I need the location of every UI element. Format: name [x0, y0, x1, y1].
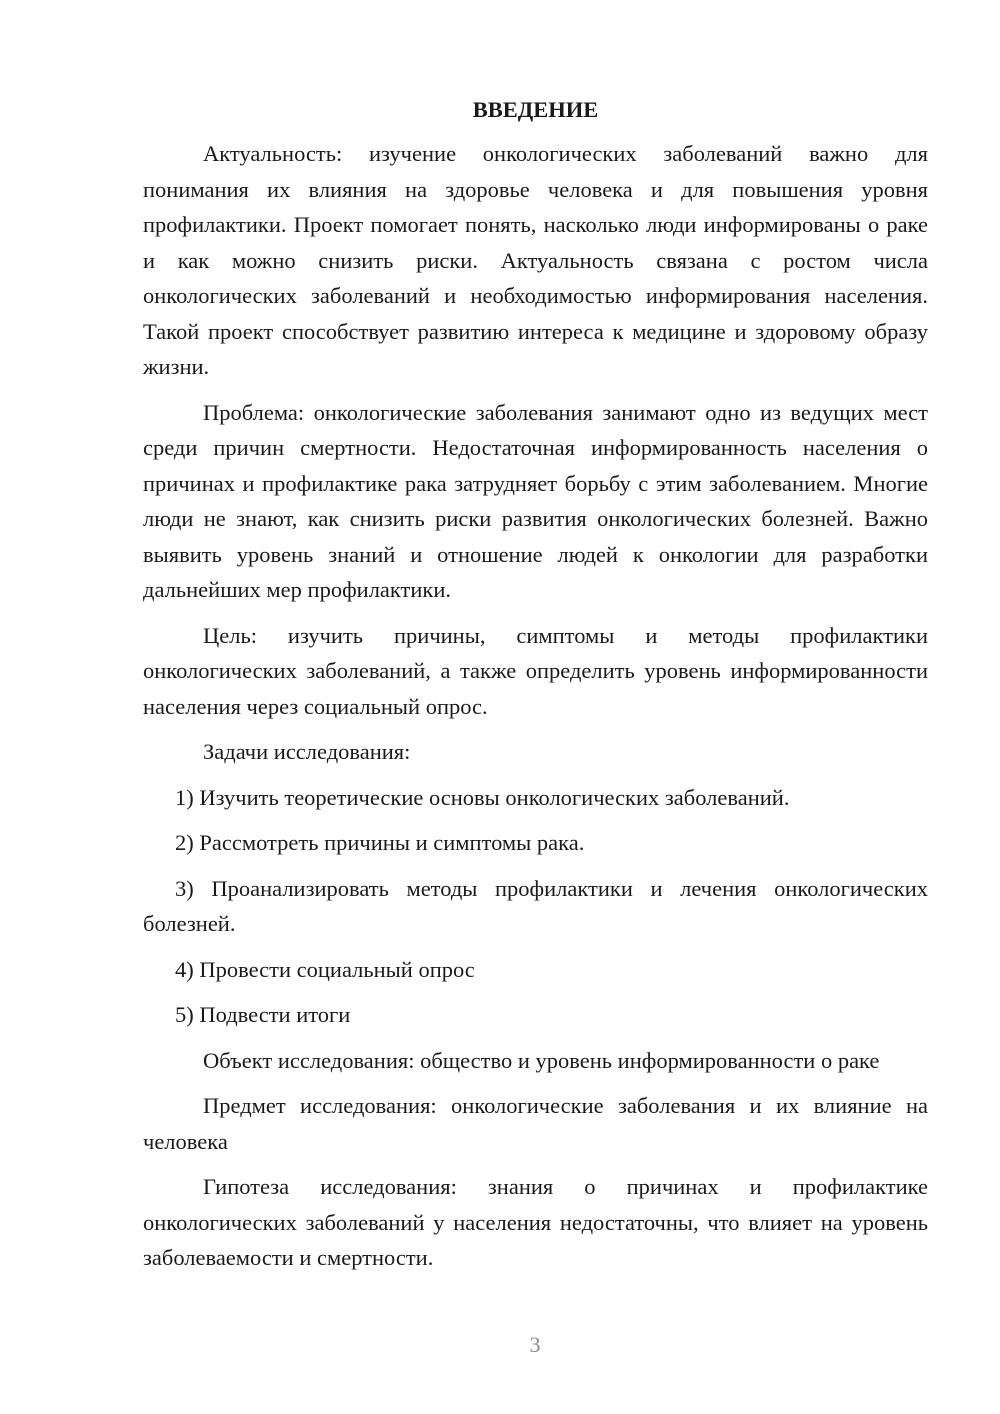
- page-number: 3: [529, 1332, 541, 1357]
- task-item: 5) Подвести итоги: [175, 1002, 351, 1027]
- tasks-heading: Задачи исследования:: [203, 739, 411, 764]
- task-item: 1) Изучить теоретические основы онкологических заболеваний.: [175, 784, 790, 810]
- subject-paragraph: Предмет исследования: онкологические заболевания и их влияние на человека: [143, 1093, 928, 1154]
- goal-paragraph: Цель: изучить причины, симптомы и методы профилактики онкологических заболеваний, а также определить уровень информированности населения через социальный опрос.: [143, 622, 928, 719]
- relevance-paragraph: Актуальность: изучение онкологических заболеваний важно для понимания их влияния на здоровье человека и для повышения уровня профилактики. Проект помогает понять, насколько люди информированы о раке и как можно снизить риски. Актуальность связана с ростом числа онкологических заболеваний и необходимостью информирования населения. Такой проект способствует развитию интереса к медицине и здоровому образу жизни.: [143, 141, 928, 379]
- document-page: [143, 92, 928, 1276]
- hypothesis-paragraph: Гипотеза исследования: знания о причинах и профилактике онкологических заболеваний у населения недостаточны, что влияет на уровень заболеваемости и смертности.: [143, 1174, 928, 1270]
- tasks-list: [143, 780, 928, 1033]
- object-paragraph: Объект исследования: общество и уровень информированности о раке: [203, 1047, 880, 1073]
- page-title: ВВЕДЕНИЕ: [472, 97, 599, 122]
- task-item: 4) Провести социальный опрос: [175, 956, 475, 982]
- task-item: 3) Проанализировать методы профилактики и лечения онкологических болезней.: [143, 875, 928, 936]
- task-item: 2) Рассмотреть причины и симптомы рака.: [175, 830, 585, 855]
- problem-paragraph: Проблема: онкологические заболевания занимают одно из ведущих мест среди причин смертности. Недостаточная информированность населения о причинах и профилактике рака затрудняет борьбу с этим заболеванием. Многие люди не знают, как снизить риски развития онкологических болезней. Важно выявить уровень знаний и отношение людей к онкологии для разработки дальнейших мер профилактики.: [143, 399, 928, 602]
